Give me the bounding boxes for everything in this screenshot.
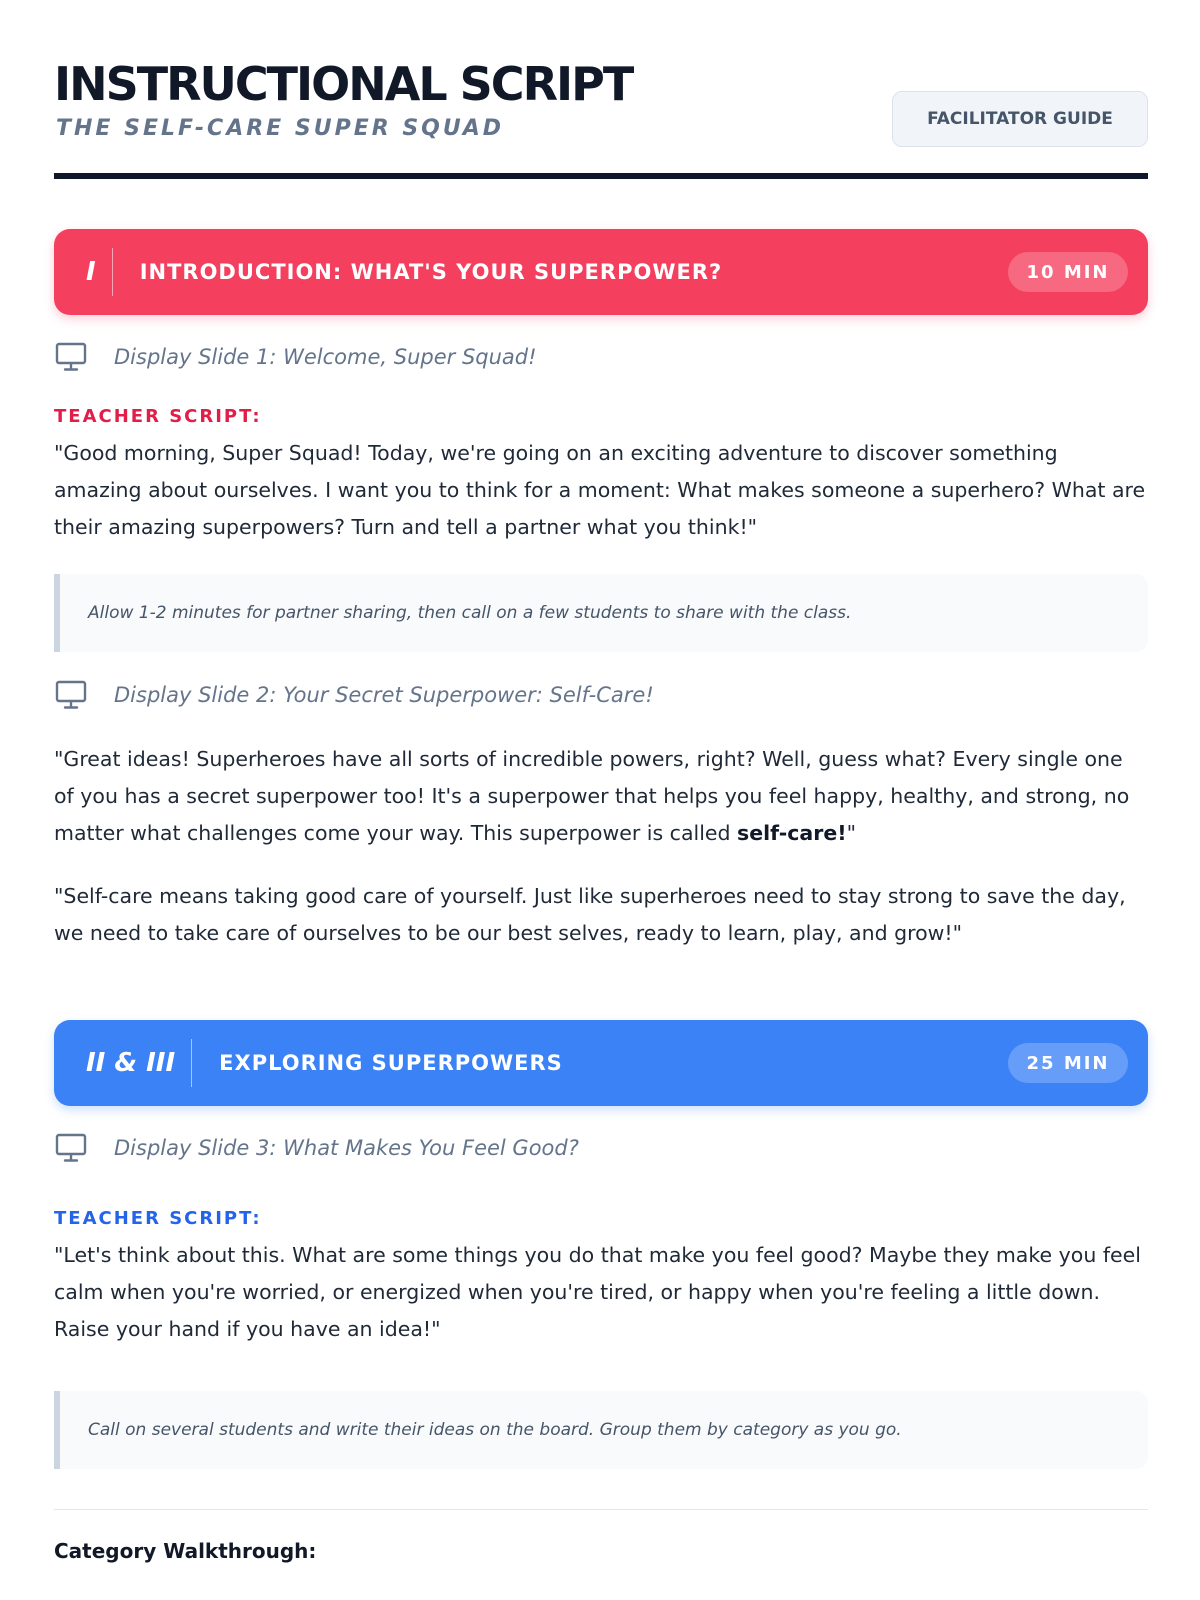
section-number: II & III [54,1039,192,1087]
section-number: I [54,248,113,296]
section-divider [54,1509,1148,1510]
teacher-script-label: TEACHER SCRIPT: [54,1208,262,1229]
page-subtitle: THE SELF-CARE SUPER SQUAD [56,116,505,141]
monitor-icon [54,1133,88,1163]
monitor-icon [54,342,88,372]
document-header [54,56,1148,180]
paragraph-text: " [846,821,857,845]
section-title: INTRODUCTION: WHAT'S YOUR SUPERPOWER? [139,260,723,284]
section-bar-exploring [54,1020,1148,1106]
teacher-script-paragraph: "Let's think about this. What are some things you do that make you feel good? Maybe they make you feel calm when you're worried, or energized when you're tired, or happy when you're feeling a little down. Raise your hand if you have an idea!" [54,1243,1141,1341]
slide-cue-1 [54,341,537,373]
facilitator-note: Allow 1-2 minutes for partner sharing, then call on a few students to share with the class. [54,574,1148,652]
facilitator-note: Call on several students and write their ideas on the board. Group them by category as you go. [54,1391,1148,1469]
header-divider [54,173,1148,179]
slide-cue-2 [54,679,654,711]
slide-cue-text: Display Slide 2: Your Secret Superpower: Self-Care! [114,683,654,707]
teacher-script-label: TEACHER SCRIPT: [54,406,262,427]
emphasis-self-care: self-care! [737,821,847,845]
script-paragraph-definition: "Self-care means taking good care of yourself. Just like superheroes need to stay strong to save the day, we need to take care of ourselves to be our best selves, ready to learn, play, and grow!" [54,884,1126,945]
page-title: INSTRUCTIONAL SCRIPT [54,57,633,111]
facilitator-guide-badge: FACILITATOR GUIDE [892,91,1148,147]
slide-cue-text: Display Slide 3: What Makes You Feel Good? [114,1136,579,1160]
section-title: EXPLORING SUPERPOWERS [219,1051,563,1075]
section-duration-badge: 10 MIN [1008,252,1128,292]
category-walkthrough-heading: Category Walkthrough: [54,1539,317,1563]
monitor-icon [54,680,88,710]
teacher-script-paragraph: "Good morning, Super Squad! Today, we're going on an exciting adventure to discover something amazing about ourselves. I want you to think for a moment: What makes someone a superhero? What are their amazing superpowers? Turn and tell a partner what you think!" [54,441,1146,539]
paragraph-text: "Great ideas! Superheroes have all sorts of incredible powers, right? Well, guess what? Every single one of you has a secret superpower too! It's a superpower that helps you feel happy, healthy, and strong, no matter what challenges come your way. This superpower is called [54,747,1130,845]
section-bar-introduction [54,229,1148,315]
slide-cue-text: Display Slide 1: Welcome, Super Squad! [114,345,537,369]
section-duration-badge: 25 MIN [1008,1043,1128,1083]
slide-cue-3 [54,1132,579,1164]
script-page [54,0,1148,1600]
script-paragraph-self-care [54,741,1148,852]
